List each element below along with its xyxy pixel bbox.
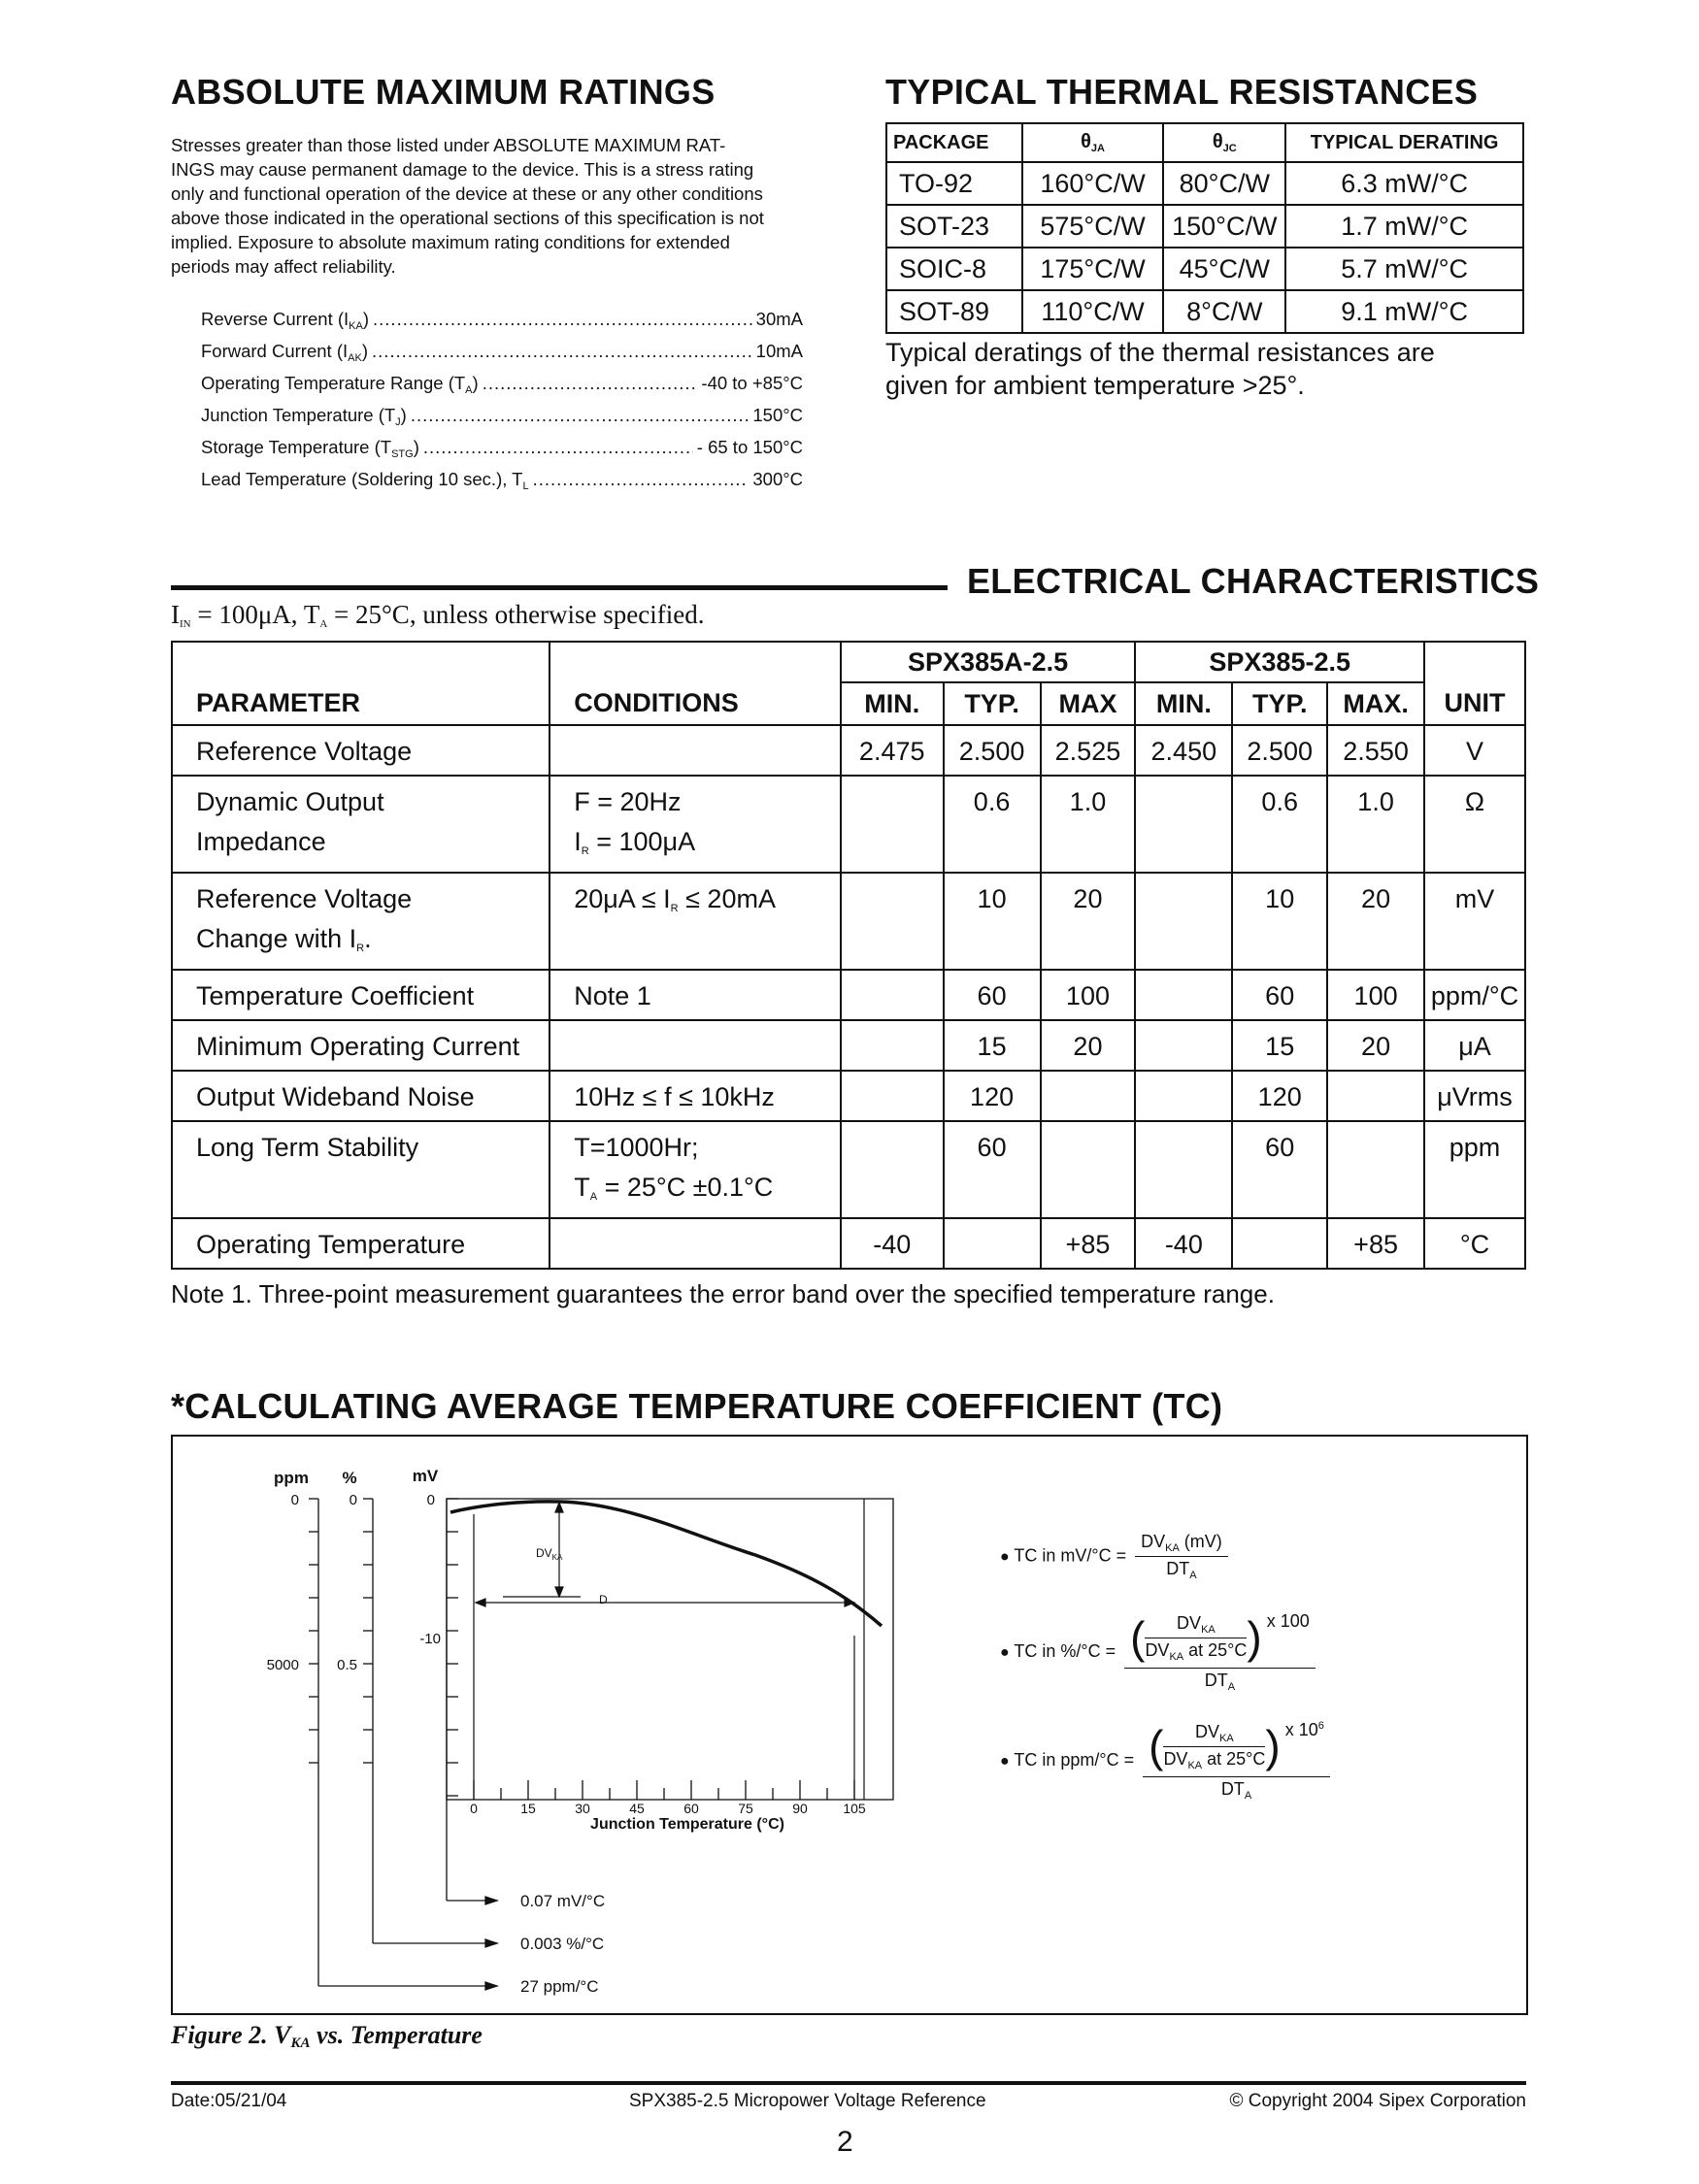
elec-value: 2.450 [1135,725,1232,776]
thermal-header-derating: TYPICAL DERATING [1285,123,1523,162]
elec-value: 20 [1041,1020,1136,1071]
elec-value: 15 [944,1020,1041,1071]
thermal-cell: 150°C/W [1163,205,1285,248]
rating-label: Lead Temperature (Soldering 10 sec.), $T_L$ [201,469,529,492]
ratings-list [201,307,803,499]
abs-max-line: implied. Exposure to absolute maximum rating conditions for extended [171,232,730,252]
rating-label: Junction Temperature $(T_J)$ [201,405,407,428]
x-tick-label: 15 [520,1801,536,1816]
elec-param: Long Term Stability [172,1121,550,1218]
thermal-cell: 175°C/W [1022,248,1164,290]
elec-value: 100 [1327,970,1424,1020]
formula-ppm: ● TC in ppm/°C = ( $\frac{DV_{KA}}{DV_{KA} at 25^\circ C}$ ) x $10^6$ $DT_A$ [1000,1720,1330,1802]
elec-unit: Ω [1424,776,1525,873]
elec-unit: °C [1424,1218,1525,1269]
elec-cond [550,1218,841,1269]
x-tick-label: 30 [575,1801,590,1816]
elec-value: 120 [1232,1071,1327,1121]
x-ticks [470,1780,866,1816]
elec-header-min: MIN. [841,682,944,725]
result-pct: 0.003 %/°C [520,1935,605,1953]
elec-row [172,1020,1525,1071]
elec-value [1041,1121,1136,1218]
thermal-table [885,122,1524,334]
x-axis-label: Junction Temperature (°C) [590,1816,784,1833]
abs-max-line: INGS may cause permanent damage to the device. This is a stress rating [171,159,754,180]
elec-row [172,970,1525,1020]
ppm-scale [309,1499,485,1986]
x-tick-label: 75 [738,1801,753,1816]
elec-cond: T=1000Hr; $T_A = 25^\circ C \pm 0.1^\circ C$ [550,1121,841,1218]
abs-max-line: Stresses greater than those listed under ABSOLUTE MAXIMUM RAT- [171,135,726,155]
elec-value: 60 [944,1121,1041,1218]
elec-title: ELECTRICAL CHARACTERISTICS [967,561,1540,601]
dvka-label: $DV_{KA}$ [536,1546,563,1562]
thermal-row [886,205,1523,248]
result-ppm: 27 ppm/°C [520,1977,599,1996]
elec-row [172,1121,1525,1218]
elec-value: 1.0 [1327,776,1424,873]
mv-tick: -10 [419,1631,441,1647]
thermal-note [885,336,1435,402]
elec-table [171,641,1526,1270]
pct-tick: 0 [349,1492,357,1508]
axis-heading-pct: % [342,1469,357,1487]
elec-group-a: SPX385A-2.5 [841,642,1136,682]
elec-cond: Note 1 [550,970,841,1020]
x-tick-label: 60 [683,1801,699,1816]
formula-mv: ● TC in mV/°C = $\frac{DV_{KA} (mV)}{DT_A}$ [1000,1532,1228,1581]
elec-value [1135,1121,1232,1218]
elec-value [1135,873,1232,970]
elec-value: 2.500 [1232,725,1327,776]
mv-tick: 0 [426,1492,435,1508]
rating-label: Storage Temperature $(T_{STG})$ [201,437,419,460]
elec-value: 20 [1327,1020,1424,1071]
elec-header-unit: UNIT [1424,642,1525,725]
elec-value [841,776,944,873]
footer-copyright: © Copyright 2004 Sipex Corporation [1229,2091,1526,2111]
elec-value: 2.500 [944,725,1041,776]
elec-value: 60 [944,970,1041,1020]
rating-value: - 65 to 150°C [696,437,803,457]
thermal-cell: 110°C/W [1022,290,1164,333]
elec-value: 60 [1232,970,1327,1020]
ppm-tick: 5000 [266,1657,299,1673]
elec-header-parameter: PARAMETER [172,642,550,725]
elec-value [1232,1218,1327,1269]
mv-scale [447,1499,485,1901]
rating-label: Operating Temperature Range $(T_A)$ [201,373,479,396]
x-tick-label: 90 [792,1801,808,1816]
elec-row [172,1218,1525,1269]
abs-max-line: periods may affect reliability. [171,256,396,277]
footer-date: Date:05/21/04 [171,2091,287,2111]
elec-header-max: MAX [1041,682,1136,725]
elec-value: -40 [1135,1218,1232,1269]
thermal-row [886,290,1523,333]
thermal-cell: 80°C/W [1163,162,1285,205]
elec-value [841,1071,944,1121]
abs-max-line: above those indicated in the operational sections of this specification is not [171,208,764,228]
elec-value [944,1218,1041,1269]
elec-value [841,970,944,1020]
result-mv: 0.07 mV/°C [520,1892,606,1910]
elec-value: +85 [1327,1218,1424,1269]
thermal-cell: 9.1 mW/°C [1285,290,1523,333]
thermal-cell: SOIC-8 [886,248,1022,290]
elec-cond: 10Hz ≤ f ≤ 10kHz [550,1071,841,1121]
elec-value: 20 [1327,873,1424,970]
pct-scale [363,1499,485,1943]
elec-value: 0.6 [1232,776,1327,873]
elec-row [172,1071,1525,1121]
formula-pct: ● TC in %/°C = ( $\frac{DV_{KA}}{DV_{KA} at 25^\circ C}$ ) x 100 $DT_A$ [1000,1611,1316,1693]
pct-tick: 0.5 [337,1657,357,1673]
thermal-cell: TO-92 [886,162,1022,205]
elec-value [841,1121,944,1218]
thermal-cell: 160°C/W [1022,162,1164,205]
elec-value [1135,1020,1232,1071]
elec-value [1135,776,1232,873]
elec-value: +85 [1041,1218,1136,1269]
elec-param: Minimum Operating Current [172,1020,550,1071]
elec-value [1135,970,1232,1020]
d-label: D [599,1593,608,1606]
elec-header-typ: TYP. [1232,682,1327,725]
elec-unit: ppm [1424,1121,1525,1218]
axis-heading-ppm: ppm [274,1469,309,1487]
thermal-title: TYPICAL THERMAL RESISTANCES [885,72,1479,112]
thermal-header-theta-jc: $\theta_{JC}$ [1163,123,1285,162]
abs-max-line: only and functional operation of the device at these or any other conditions [171,183,763,204]
thermal-note-line: Typical deratings of the thermal resistances are [885,338,1435,367]
page-number: 2 [837,2126,853,2158]
elec-cond [550,1020,841,1071]
tc-title: *CALCULATING AVERAGE TEMPERATURE COEFFICIENT (TC) [171,1386,1223,1426]
rating-value: 10mA [755,341,803,361]
rating-row [201,435,803,467]
footer-rule [171,2081,1526,2085]
elec-value: 10 [1232,873,1327,970]
rating-label: Reverse Current $(I_{KA})$ [201,309,370,332]
elec-header-conditions: CONDITIONS [550,642,841,725]
elec-value [841,873,944,970]
x-tick-label: 45 [629,1801,645,1816]
elec-value: 60 [1232,1121,1327,1218]
rating-row [201,371,803,403]
rating-row [201,339,803,371]
elec-value: 15 [1232,1020,1327,1071]
elec-note: Note 1. Three-point measurement guarantees the error band over the specified temperature range. [171,1279,1275,1308]
thermal-cell: SOT-23 [886,205,1022,248]
elec-value: 120 [944,1071,1041,1121]
ppm-tick: 0 [290,1492,299,1508]
abs-max-title: ABSOLUTE MAXIMUM RATINGS [171,72,716,112]
elec-value [1327,1071,1424,1121]
thermal-header-package: PACKAGE [886,123,1022,162]
thermal-note-line: given for ambient temperature >25°. [885,371,1305,400]
elec-cond: F = 20Hz $I_R = 100\mu A$ [550,776,841,873]
elec-unit: μVrms [1424,1071,1525,1121]
d-arrow [476,1599,854,1606]
elec-value: 0.6 [944,776,1041,873]
x-tick-label: 0 [470,1801,478,1816]
footer-title: SPX385-2.5 Micropower Voltage Reference [629,2091,986,2111]
rating-row [201,403,803,435]
elec-row [172,873,1525,970]
rating-row [201,307,803,339]
thermal-cell: 8°C/W [1163,290,1285,333]
thermal-cell: 6.3 mW/°C [1285,162,1523,205]
result-arrows [485,1897,497,1990]
thermal-row [886,248,1523,290]
section-rule [171,585,948,590]
elec-header-max: MAX. [1327,682,1424,725]
elec-cond: $20\mu A \le I_R \le 20mA$ [550,873,841,970]
thermal-cell: 575°C/W [1022,205,1164,248]
elec-value [1327,1121,1424,1218]
thermal-cell: 45°C/W [1163,248,1285,290]
rating-value: 150°C [752,405,803,425]
x-tick-label: 105 [843,1801,866,1816]
elec-value: 1.0 [1041,776,1136,873]
thermal-cell: 1.7 mW/°C [1285,205,1523,248]
elec-param: Output Wideband Noise [172,1071,550,1121]
elec-cond [550,725,841,776]
thermal-row [886,162,1523,205]
elec-param: Dynamic Output Impedance [172,776,550,873]
elec-group-b: SPX385-2.5 [1135,642,1424,682]
rating-row [201,467,803,499]
elec-value: -40 [841,1218,944,1269]
elec-value: 2.475 [841,725,944,776]
abs-max-paragraph [171,133,816,279]
axis-heading-mv: mV [412,1467,439,1485]
elec-unit: μA [1424,1020,1525,1071]
rating-value: -40 to +85°C [701,373,803,393]
elec-unit: V [1424,725,1525,776]
elec-value: 2.525 [1041,725,1136,776]
elec-unit: mV [1424,873,1525,970]
rating-value: 30mA [755,309,803,329]
elec-param: Reference Voltage Change with $I_R$. [172,873,550,970]
rating-label: Forward Current $(I_{AK})$ [201,341,368,364]
elec-row [172,725,1525,776]
figure-caption: Figure 2. $V_{KA}$ vs. Temperature [171,2021,483,2051]
elec-param: Operating Temperature [172,1218,550,1269]
thermal-cell: 5.7 mW/°C [1285,248,1523,290]
elec-value [1041,1071,1136,1121]
elec-header-min: MIN. [1135,682,1232,725]
rating-value: 300°C [752,469,803,489]
elec-value: 20 [1041,873,1136,970]
elec-row [172,776,1525,873]
elec-value: 2.550 [1327,725,1424,776]
thermal-header-theta-ja: $\theta_{JA}$ [1022,123,1164,162]
elec-value [841,1020,944,1071]
elec-param: Reference Voltage [172,725,550,776]
thermal-cell: SOT-89 [886,290,1022,333]
elec-param: Temperature Coefficient [172,970,550,1020]
elec-header-typ: TYP. [944,682,1041,725]
elec-value [1135,1071,1232,1121]
plot-area [447,1499,893,1800]
elec-value: 10 [944,873,1041,970]
elec-unit: ppm/°C [1424,970,1525,1020]
elec-value: 100 [1041,970,1136,1020]
elec-conditions: $I_{IN} = 100\mu A$, $T_A = 25^\circ C$, unless otherwise specified. [171,600,705,630]
vka-curve [450,1502,882,1626]
